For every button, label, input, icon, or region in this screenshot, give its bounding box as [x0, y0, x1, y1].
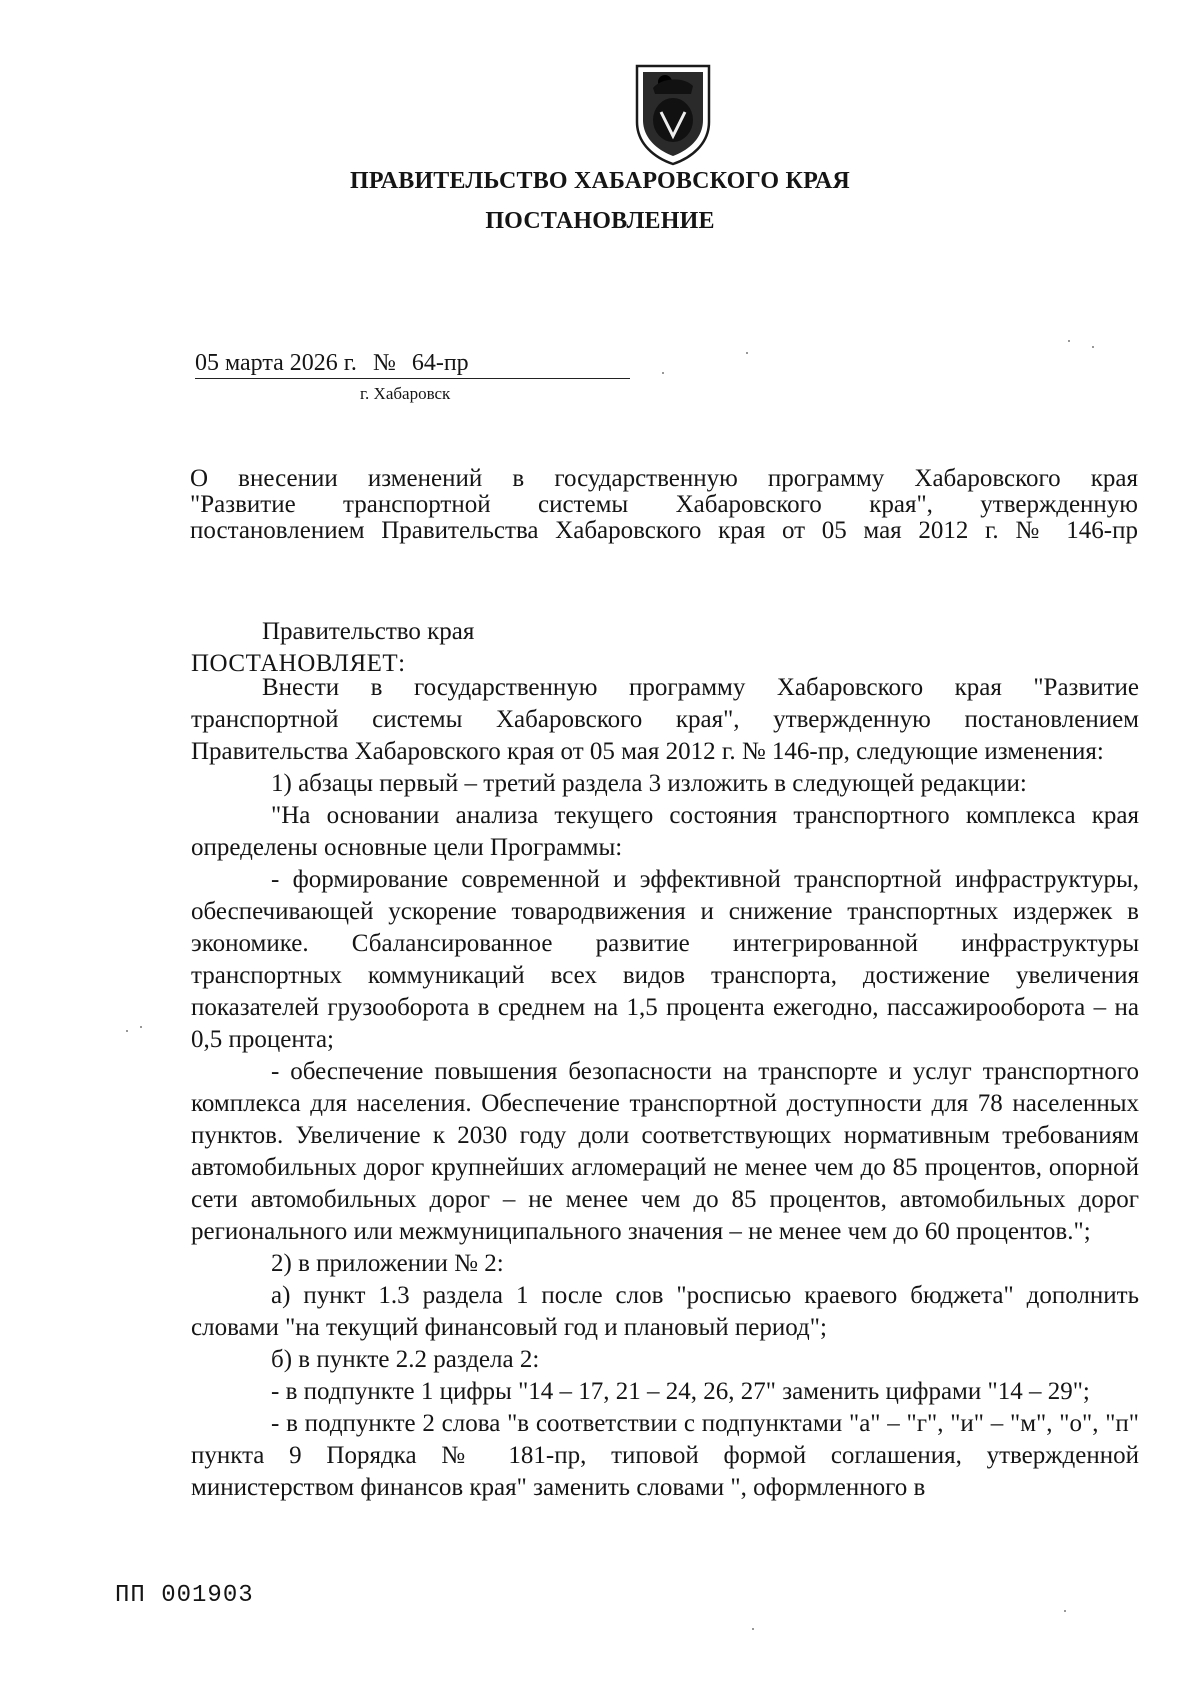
- city-label: г. Хабаровск: [360, 384, 451, 403]
- decree-number: 64-пр: [411, 350, 469, 376]
- decree-date: 05 марта 2026 г.: [195, 350, 357, 376]
- coat-of-arms-emblem: [631, 58, 715, 166]
- scan-speck: [752, 1628, 754, 1630]
- scan-speck: [1068, 340, 1070, 342]
- body-paragraph: 1) абзацы первый – третий раздела 3 изложить в следующей редакции:: [271, 770, 1027, 797]
- khabarovsk-coat-of-arms-icon: [631, 58, 715, 166]
- body-paragraph: - в подпункте 1 цифры "14 – 17, 21 – 24, 26, 27" заменить цифрами "14 – 29";: [271, 1378, 1090, 1405]
- government-heading: ПРАВИТЕЛЬСТВО ХАБАРОВСКОГО КРАЯ: [350, 168, 850, 194]
- resolves-heading: ПОСТАНОВЛЯЕТ:: [191, 650, 406, 677]
- scan-speck: [662, 372, 664, 374]
- scan-speck: [1064, 1610, 1066, 1612]
- body-paragraph: - формирование современной и эффективной транспортной инфраструктуры, обеспечивающей ускорение товародвижения и снижение транспортных издержек в экономике. Сбалансированное развитие интегрированной инфраструктуры транспортных коммуникаций всех видов транспорта, достижение увеличения показателей грузооборота в среднем на 1,5 процента ежегодно, пассажирооборота – на 0,5 процента;: [191, 866, 1139, 1053]
- document-serial-code: ПП 001903: [115, 1582, 254, 1609]
- subject-line: "Развитие транспортной системы Хабаровского края", утвержденную: [190, 491, 1138, 518]
- date-number-line: [195, 350, 469, 377]
- subject-line: постановлением Правительства Хабаровского края от 05 мая 2012 г. № 146-пр: [190, 517, 1138, 544]
- body-paragraph: - в подпункте 2 слова "в соответствии с подпунктами "а" – "г", "и" – "м", "о", "п" пункта 9 Порядка № 181-пр, типовой формой соглашения, утвержденной министерством финансов края" заменить словами ", оформленного в: [191, 1410, 1139, 1501]
- scan-speck: [140, 1026, 142, 1028]
- document-type-heading: ПОСТАНОВЛЕНИЕ: [485, 208, 715, 234]
- body-paragraph: Внести в государственную программу Хабаровского края "Развитие транспортной системы Хабаровского края", утвержденную постановлением Правительства Хабаровского края от 05 мая 2012 г. № 146-пр, следующие изменения:: [191, 674, 1139, 765]
- decree-body: [191, 672, 1139, 1504]
- body-paragraph: а) пункт 1.3 раздела 1 после слов "росписью краевого бюджета" дополнить словами "на текущий финансовый год и плановый период";: [191, 1282, 1139, 1341]
- scan-speck: [126, 1030, 128, 1032]
- date-underline: [195, 378, 630, 379]
- government-name: Правительство края: [262, 618, 475, 645]
- body-paragraph: "На основании анализа текущего состояния транспортного комплекса края определены основные цели Программы:: [191, 802, 1139, 861]
- decree-subject: [190, 466, 1138, 544]
- body-paragraph: - обеспечение повышения безопасности на транспорте и услуг транспортного комплекса для населения. Обеспечение транспортной доступности для 78 населенных пунктов. Увеличение к 2030 году доли соответствующих нормативным требованиям автомобильных дорог крупнейших агломераций не менее чем до 85 процентов, опорной сети автомобильных дорог – не менее чем до 85 процентов, автомобильных дорог регионального или межмуниципального значения – не менее чем до 60 процентов.";: [191, 1058, 1139, 1245]
- scan-speck: [746, 352, 748, 354]
- subject-line: О внесении изменений в государственную программу Хабаровского края: [190, 465, 1138, 492]
- body-paragraph: 2) в приложении № 2:: [271, 1250, 504, 1277]
- scan-speck: [1092, 346, 1094, 348]
- number-sign: №: [372, 350, 396, 376]
- body-paragraph: б) в пункте 2.2 раздела 2:: [271, 1346, 540, 1373]
